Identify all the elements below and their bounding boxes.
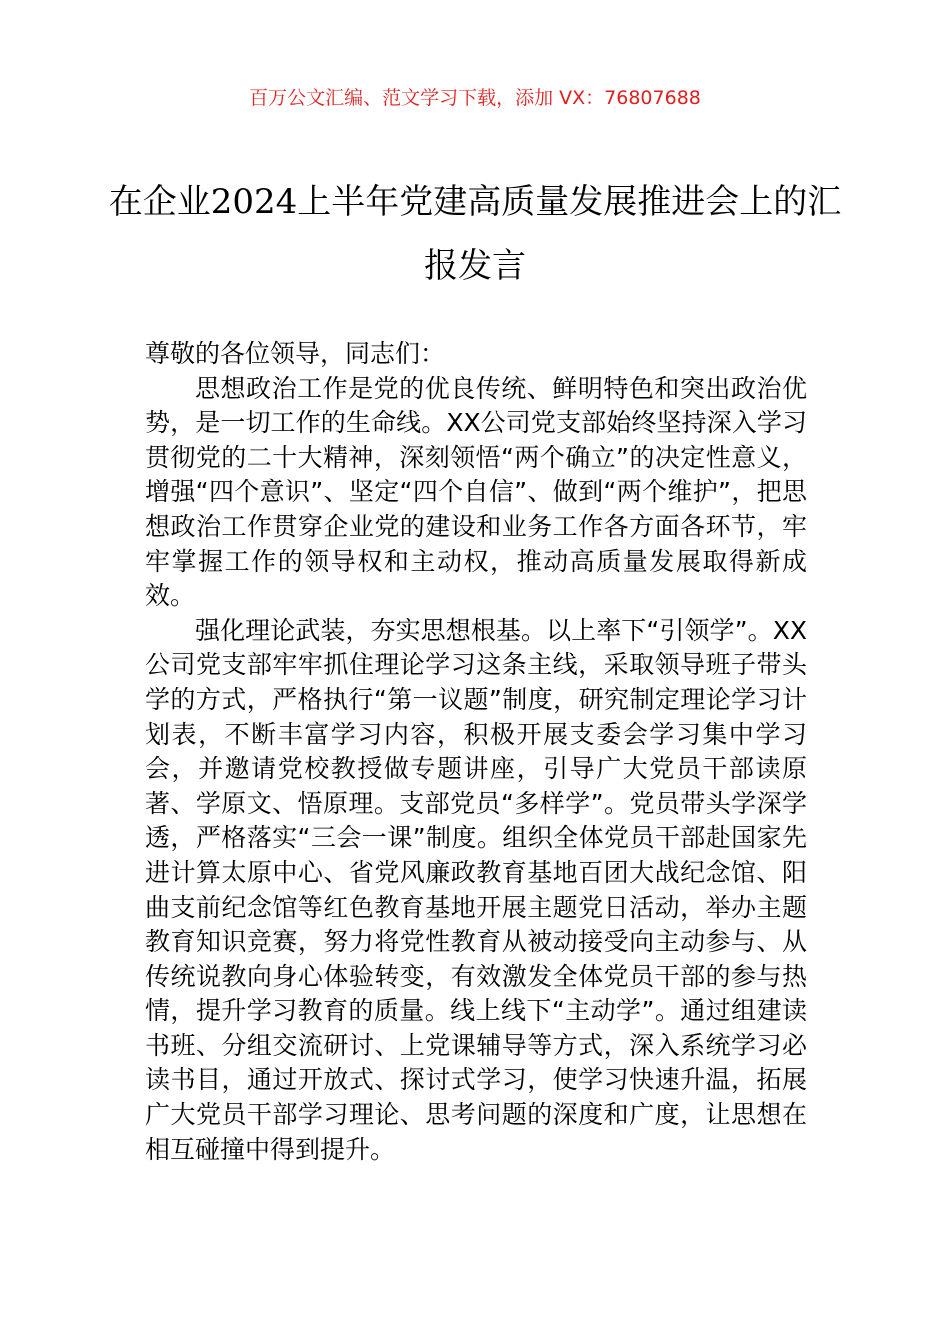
paragraph-intro: 思想政治工作是党的优良传统、鲜明特色和突出政治优势，是一切工作的生命线。XX公司党支部始终坚持深入学习贯彻党的二十大精神，深刻领悟“两个确立”的决定性意义，增强“四个意识”、坚定“四个自信”、做到“两个维护”，把思想政治工作贯穿企业党的建设和业务工作各方面各环节，牢牢掌握工作的领导权和主动权，推动高质量发展取得新成效。: [145, 373, 807, 611]
salutation: 尊敬的各位领导，同志们：: [145, 339, 446, 368]
header-download-note: 百万公文汇编、范文学习下载，添加 VX：76807688: [249, 87, 701, 109]
document-body: [145, 337, 807, 1167]
paragraph-theory-study: 强化理论武装，夯实思想根基。以上率下“引领学”。XX公司党支部牢牢抓住理论学习这条主线，采取领导班子带头学的方式，严格执行“第一议题”制度，研究制定理论学习计划表，不断丰富学习内容，积极开展支委会学习集中学习会，并邀请党校教授做专题讲座，引导广大党员干部读原著、学原文、悟原理。支部党员“多样学”。党员带头学深学透，严格落实“三会一课”制度。组织全体党员干部赴国家先进计算太原中心、省党风廉政教育基地百团大战纪念馆、阳曲支前纪念馆等红色教育基地开展主题党日活动，举办主题教育知识竞赛，努力将党性教育从被动接受向主动参与、从传统说教向身心体验转变，有效激发全体党员干部的参与热情，提升学习教育的质量。线上线下“主动学”。通过组建读书班、分组交流研讨、上党课辅导等方式，深入系统学习必读书目，通过开放式、探讨式学习，使学习快速升温，拓展广大党员干部学习理论、思考问题的深度和广度，让思想在相互碰撞中得到提升。: [145, 615, 807, 1164]
document-title: 在企业2024上半年党建高质量发展推进会上的汇报发言: [108, 182, 842, 286]
